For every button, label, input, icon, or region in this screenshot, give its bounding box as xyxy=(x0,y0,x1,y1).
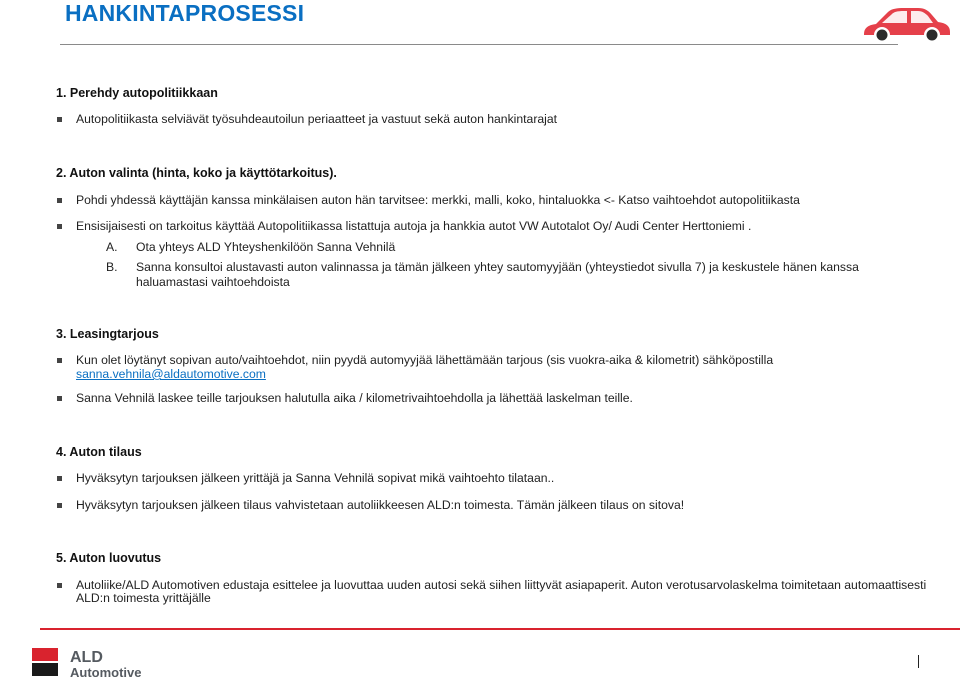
list-item: Hyväksytyn tarjouksen jälkeen tilaus vahvistetaan autoliikkeesen ALD:n toimesta. Tämän jälkeen tilaus on sitova! xyxy=(76,498,685,512)
sub-item-text: Sanna konsultoi alustavasti auton valinnassa ja tämän jälkeen yhtey sautomyyjään (yhteystiedot sivulla 7) ja keskustele hänen kanssa xyxy=(136,260,859,274)
section-heading-4: 4. Auton tilaus xyxy=(56,445,142,459)
car-icon xyxy=(860,4,952,51)
list-item: Autoliike/ALD Automotiven edustaja esittelee ja luovuttaa uuden autosi sekä siihen liittyvät asiapaperit. Auton verotusarvolaskelma toimitetaan automaattisesti xyxy=(76,578,927,592)
section-heading-2: 2. Auton valinta (hinta, koko ja käyttötarkoitus). xyxy=(56,166,337,180)
square-bullet-icon xyxy=(57,117,62,122)
square-bullet-icon xyxy=(57,396,62,401)
email-link[interactable]: sanna.vehnila@aldautomotive.com xyxy=(76,367,266,381)
footer-divider xyxy=(40,628,960,630)
square-bullet-icon xyxy=(57,198,62,203)
square-bullet-icon xyxy=(57,358,62,363)
list-item: Autopolitiikasta selviävät työsuhdeautoilun periaatteet ja vastuut sekä auton hankintarajat xyxy=(76,112,558,126)
page-number-separator xyxy=(918,655,919,668)
square-bullet-icon xyxy=(57,503,62,508)
sub-item-text: Ota yhteys ALD Yhteyshenkilöön Sanna Vehnilä xyxy=(136,240,396,254)
square-bullet-icon xyxy=(57,583,62,588)
list-item: Hyväksytyn tarjouksen jälkeen yrittäjä ja Sanna Vehnilä sopivat mikä vaihtoehto tilataan.. xyxy=(76,471,555,485)
list-item: Pohdi yhdessä käyttäjän kanssa minkälaisen auton hän tarvitsee: merkki, malli, koko, hintaluokka <- Katso vaihtoehdot autopolitiikasta xyxy=(76,193,800,207)
page-title: HANKINTAPROSESSI xyxy=(65,0,305,26)
square-bullet-icon xyxy=(57,224,62,229)
sub-item-marker: A. xyxy=(106,240,118,254)
section-heading-3: 3. Leasingtarjous xyxy=(56,327,159,341)
sub-item-text-continued: haluamastasi vaihtoehdoista xyxy=(136,275,290,289)
header-divider xyxy=(60,44,898,45)
ald-automotive-logo xyxy=(32,648,192,685)
list-item-continued: ALD:n toimesta yrittäjälle xyxy=(76,591,211,605)
list-item: Ensisijaisesti on tarkoitus käyttää Autopolitiikassa listattuja autoja ja hankkia autot VW Autotalot Oy/ Audi Center Herttoniemi . xyxy=(76,219,752,233)
logo-subtitle: Automotive xyxy=(70,665,142,680)
list-item: Kun olet löytänyt sopivan auto/vaihtoehdot, niin pyydä automyyjää lähettämään tarjous (sis vuokra-aika & kilometrit) sähköpostilla xyxy=(76,353,774,367)
square-bullet-icon xyxy=(57,476,62,481)
logo-name: ALD xyxy=(70,649,103,666)
section-heading-5: 5. Auton luovutus xyxy=(56,551,162,565)
list-item: Sanna Vehnilä laskee teille tarjouksen halutulla aika / kilometrivaihtoehdolla ja lähettää laskelman teille. xyxy=(76,391,633,405)
sub-item-marker: B. xyxy=(106,260,118,274)
section-heading-1: 1. Perehdy autopolitiikkaan xyxy=(56,86,218,100)
